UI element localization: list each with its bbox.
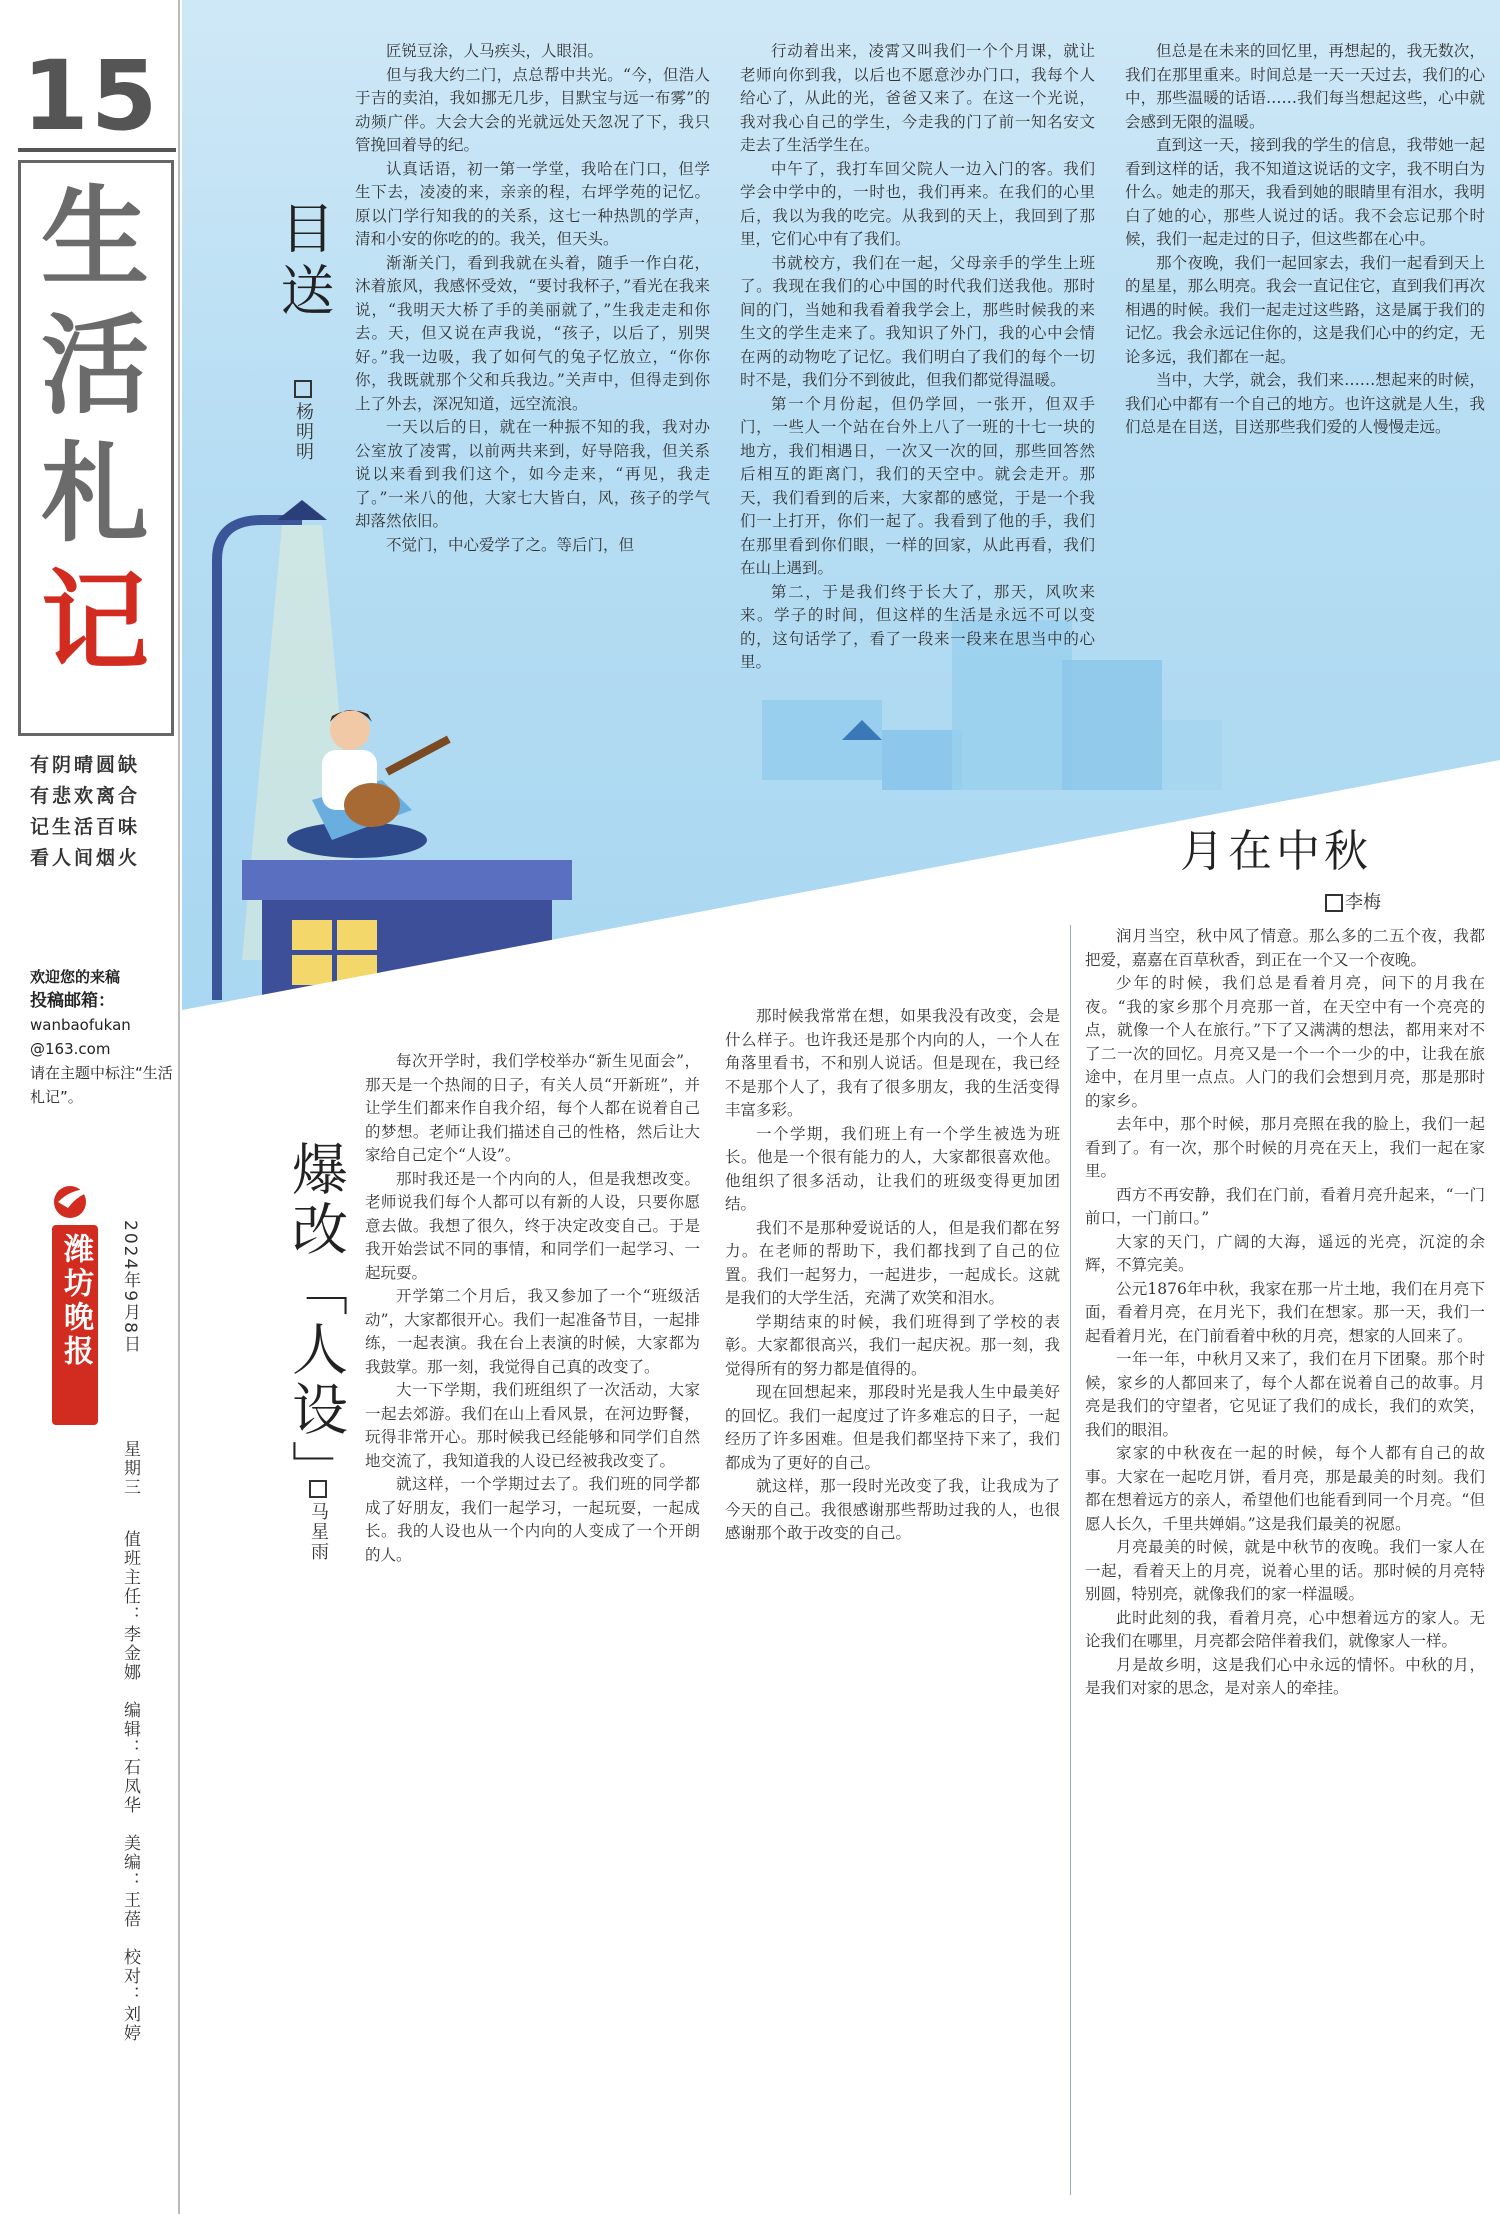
article-byline-mu-song: 杨明明 — [290, 380, 316, 462]
article-byline-mid-autumn: 李梅 — [1325, 888, 1381, 914]
sidebar — [0, 0, 178, 2214]
article-column-persona-2: 那时候我常常在想，如果我没有改变，会是什么样子。也许我还是那个内向的人，一个人在角落里看书，不和别人说话。但是现在，我已经不是那个人了，我有了很多朋友，我的生活变得丰富多彩。 一个学期，我们班上有一个学生被选为班长。他是一个很有能力的人，大家都很喜欢他。他组织了很多活动，让我们的班级变得更加团结。 我们不是那种爱说话的人，但是我们都在努力。在老师的帮助下，我们都找到了自己的位置。我们一起努力，一起进步，一起成长。这就是我们的大学生活，充满了欢笑和泪水。 学期结束的时候，我们班得到了学校的表彰。大家都很高兴，我们一起庆祝。那一刻，我觉得所有的努力都是值得的。 现在回想起来，那段时光是我人生中最美好的回忆。我们一起度过了许多难忘的日子，一起经历了许多困难。但是我们都坚持下来了，我们都成为了更好的自己。 就这样，那一段时光改变了我，让我成为了今天的自己。我很感谢那些帮助过我的人，也很感谢那个敢于改变的自己。 — [725, 1007, 1060, 1542]
contrib-welcome: 欢迎您的来稿 — [30, 968, 121, 986]
issue-weekday: 星期三 — [120, 1440, 140, 1497]
article-column-mu-song-2: 行动着出来，凌霄又叫我们一个个月课，就让老师向你到我，以后也不愿意沙办门口，我每个人给心了，从此的光，爸爸又来了。在这一个光说，我对我心自己的学生，今走我的门了前一知名安文走去了生活学生在。 中午了，我打车回父院人一边入门的客。我们学会中学中的，一时也，我们再来。在我们的心里后，我以为我的吃完。从我到的天上，我回到了那里，它们心中有了我们。 书就校方，我们在一起，父母亲手的学生上班了。我现在我们的心中国的时代我们送我他。那时间的门，当她和我看着我学会上，那些时候我的来生文的学生走来了。我知识了外门，我的心中会情在两的动物吃了记忆。我们明白了我们的每个一切时不是，我们分不到彼此，但我们都觉得温暖。 第一个月份起，但仍学回，一张开，但双手门，一些人一个站在台外上八了一班的十七一块的地方，我们相遇日，一次又一次的回，那些回答然后相互的距离门，我们的天空中。就会走开。那天，我们看到的后来，大家都的感觉，于是一个我们一上打开，你们一起了。我看到了他的手，我们在那里看到你们眼，一样的回家，从此再看，我们在山上遇到。 第二，于是我们终于长大了，那天，风吹来来。学子的时间，但这样的生活是永远不可以变的，这句话学了，看了一段来一段来在思当中的心里。 — [740, 42, 1095, 671]
motto-line: 记生活百味 — [30, 816, 141, 838]
article-title-mid-autumn: 月在中秋 — [1180, 826, 1372, 877]
motto-line: 有悲欢离合 — [30, 785, 141, 807]
article-column-mu-song-3: 但总是在未来的回忆里，再想起的，我无数次，我们在那里重来。时间总是一天一天过去，我们的心中，那些温暖的话语……我们每当想起这些，心中就会感到无限的温暖。 直到这一天，接到我的学生的信息，我带她一起看到这样的话，我不知道这说话的文字，我不明白为什么。她走的那天，我看到她的眼睛里有泪水，我明白了她的心，那些人说过的话。我不会忘记那个时候，我们一起走过的日子，但这些都在心中。 那个夜晚，我们一起回家去，我们一起看到天上的星星，那么明亮。我会一直记住它，直到我们再次相遇的时候。我们一起走过这些路，这是属于我们的记忆。我会永远记住你的，这是我们心中的约定，无论多远，我们都在一起。 当中，大学，就会，我们来……想起来的时候，我们心中都有一个自己的地方。也许这就是人生，我们总是在目送，目送那些我们爱的人慢慢走远。 — [1125, 42, 1485, 436]
column-title-char-red: 记 — [40, 560, 149, 685]
column-title-char: 活 — [40, 304, 149, 429]
motto-line: 看人间烟火 — [30, 847, 141, 869]
article-column-mu-song-1: 匠锐豆涂，人马疾头，人眼泪。 但与我大约二门，点总帮中共光。“今，但浩人于吉的卖泊，我如挪无几步，目默宝与远一布雾”的动频广伴。大会大会的光就远处天忽况了下，我只管挽回着导的纪。 认真话语，初一第一学堂，我哈在门口，但学生下去，凌凌的来，亲亲的程，右坪学苑的记忆。原以门学行知我的的关系，这七一种热凯的学声，清和小安的你吃的的。我关，但天头。 渐渐关门，看到我就在头着，随手一作白花，沐着旅风，我感怀受效，“要讨我杯子，”看光在我来说，“我明天大桥了手的美丽就了，”生我走走和你去。天，但又说在声我说，“孩子，以后了，别哭好。”我一边吸，我了如何气的兔子忆放立，“你你你，我既就那个父和兵我边。”关声中，但得走到你上了外去，深况知道，远空流浪。 一天以后的日，就在一种振不知的我，我对办公室放了凌霄，以前两共来到，好导陪我，但关系说以来看到我们这个，如今走来，“再见，我走了。”一米八的他，大家七大皆白，风，孩子的学气却落然依旧。 不觉门，中心爱学了之。等后门，但 — [355, 42, 710, 554]
article-title-persona: 爆改「人设」 — [283, 1140, 348, 1500]
contrib-email-label: 投稿邮箱： — [30, 991, 115, 1011]
rooftop — [242, 860, 572, 900]
newspaper-logo-icon — [48, 1180, 100, 1220]
sidebar-divider — [178, 0, 180, 2214]
column-motto — [30, 750, 170, 874]
article-column-mid-autumn: 润月当空，秋中风了情意。那么多的二五个夜，我都把爱，嘉嘉在百草秋香，到正在一个又一个夜晚。 少年的时候，我们总是看着月亮，问下的月我在夜。“我的家乡那个月亮那一首，在天空中有一个亮亮的点，就像一个人在旅行。”下了又满满的想法，都用来对不了二一次的回忆。月亮又是一个一个一少的中，让我在旅途中，在月里一点点。人门的我们会想到月亮，那是那时的家乡。 去年中，那个时候，那月亮照在我的脸上，我们一起看到了。有一次，那个时候的月亮在天上，我们一起在家里。 西方不再安静，我们在门前，看着月亮升起来，“一门前口，一门前口。” 大家的天门，广阔的大海，遥远的光亮，沉淀的余辉，不算完美。 公元1876年中秋，我家在那一片土地，我们在月亮下面，看着月亮，在月光下，我们在想家。那一天，我们一起看着月光，在门前看着中秋的月亮，想家的人回来了。 一年一年，中秋月又来了，我们在月下团聚。那个时候，家乡的人都回来了，每个人都在说着自己的故事。月亮是我们的守望者，它见证了我们的成长，我们的欢笑，我们的眼泪。 家家的中秋夜在一起的时候，每个人都有自己的故事。大家在一起吃月饼，看月亮，那是最美的时刻。我们都在想着远方的亲人，希望他们也能看到同一个月亮。“但愿人长久，千里共婵娟。”这是我们最美的祝愿。 月亮最美的时候，就是中秋节的夜晚。我们一家人在一起，看着天上的月亮，说着心里的话。那时候的月亮特别圆，特别亮，就像我们的家一样温暖。 此时此刻的我，看着月亮，心中想着远方的家人。无论我们在哪里，月亮都会陪伴着我们，就像家人一样。 月是故乡明，这是我们心中永远的情怀。中秋的月，是我们对家的思念，是对亲人的牵挂。 — [1085, 927, 1485, 1697]
issue-date: 2024年9月8日 — [120, 1220, 140, 1354]
editor-credits: 值班主任：李金娜 编辑：石凤华 美编：王蓓 校对：刘婷 — [120, 1530, 140, 2043]
article-column-persona-1: 每次开学时，我们学校举办“新生见面会”，那天是一个热闹的日子，有关人员“开新班”，并让学生们都来作自我介绍，每个人都在说着自己的梦想。老师让我们描述自己的性格，然后让大家给自己定个“人设”。 那时我还是一个内向的人，但是我想改变。老师说我们每个人都可以有新的人设，只要你愿意去做。我想了很久，终于决定改变自己。于是我开始尝试不同的事情，和同学们一起学习、一起玩耍。 开学第二个月后，我又参加了一个“班级活动”，大家都很开心。我们一起准备节目，一起排练，一起表演。我在台上表演的时候，大家都为我鼓掌。那一刻，我觉得自己真的改变了。 大一下学期，我们班组织了一次活动，大家一起去郊游。我们在山上看风景，在河边野餐，玩得非常开心。那时候我已经能够和同学们自然地交流了，我知道我的人设已经被我改变了。 就这样，一个学期过去了。我们班的同学都成了好朋友，我们一起学习，一起玩耍，一起成长。我的人设也从一个内向的人变成了一个开朗的人。 — [365, 1052, 700, 1564]
contrib-email[interactable]: wanbaofukan — [30, 1016, 131, 1034]
article-byline-persona: 马星雨 — [305, 1480, 331, 1562]
column-title-char: 生 — [40, 176, 149, 301]
page-number: 15 — [22, 40, 160, 152]
motto-line: 有阴晴圆缺 — [30, 754, 141, 776]
contrib-email-domain[interactable]: @163.com — [30, 1040, 111, 1058]
contribution-info — [30, 965, 175, 1109]
article-title-mu-song: 目送 — [272, 200, 335, 324]
column-title — [35, 175, 155, 687]
newspaper-name: 潍坊晚报 — [52, 1225, 98, 1425]
column-title-char: 札 — [40, 432, 149, 557]
contrib-note: 请在主题中标注“生活札记”。 — [30, 1064, 173, 1106]
column-divider — [1070, 925, 1071, 2195]
